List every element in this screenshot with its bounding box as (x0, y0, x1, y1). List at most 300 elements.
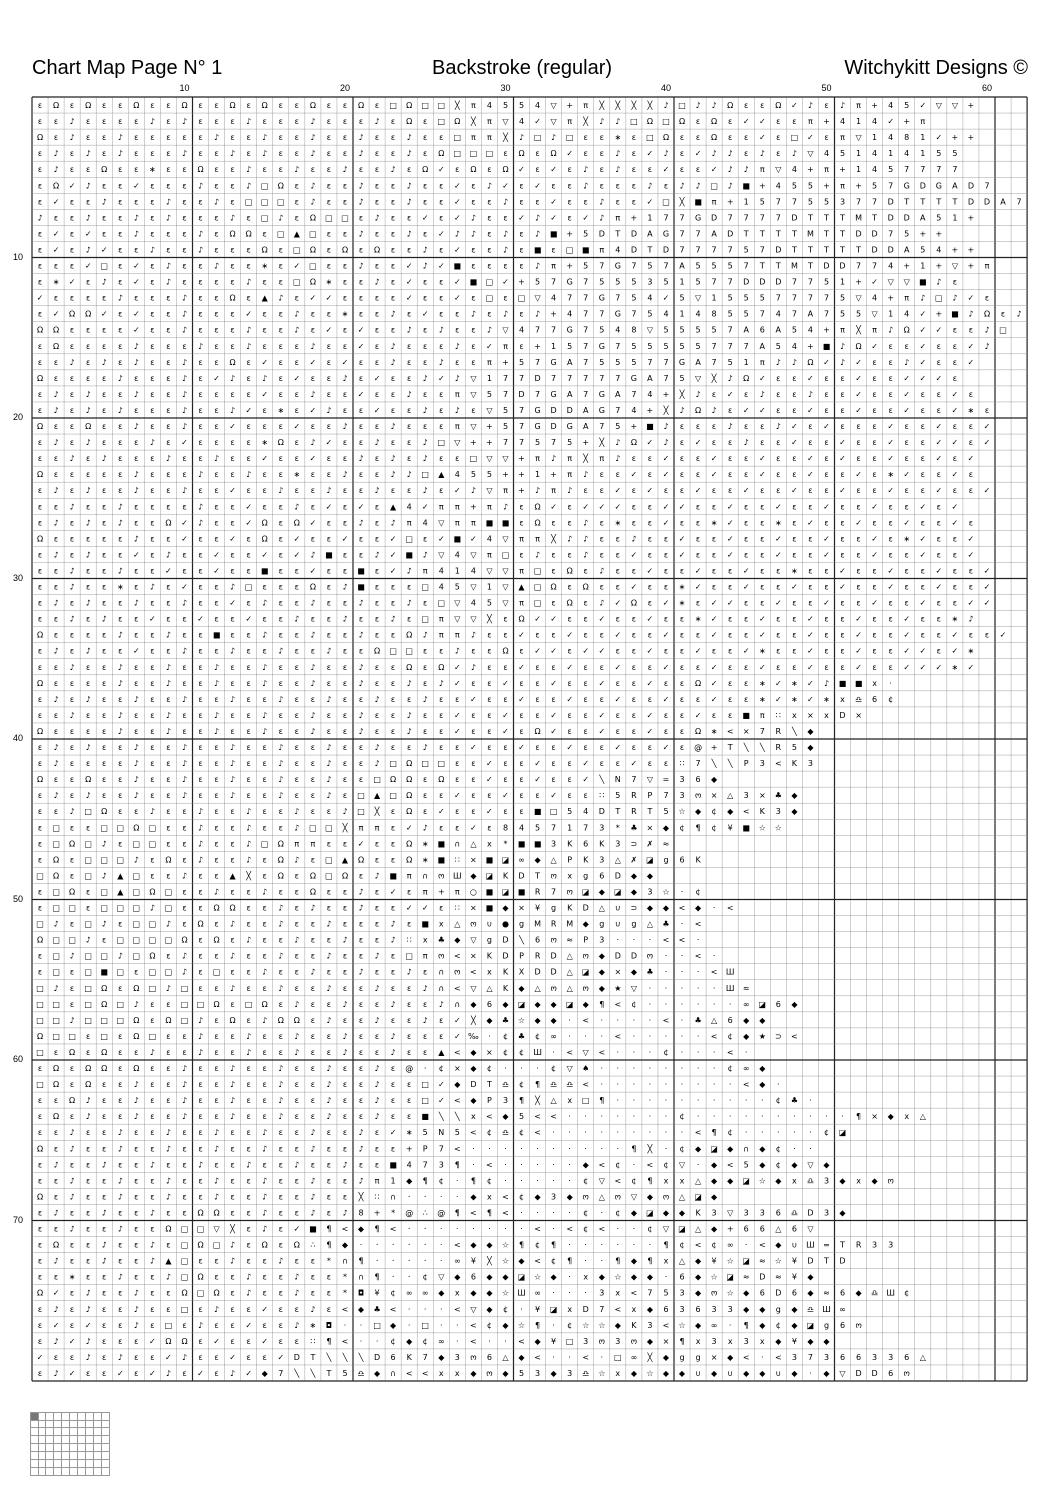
stitch-symbol: ε (263, 422, 267, 431)
stitch-symbol: π (904, 294, 909, 303)
stitch-symbol: 7 (856, 197, 861, 206)
stitch-symbol: M (534, 920, 541, 929)
stitch-symbol: ε (263, 871, 267, 880)
stitch-symbol: ε (230, 1048, 234, 1057)
stitch-symbol: ε (600, 165, 604, 174)
stitch-symbol: · (488, 1144, 491, 1153)
stitch-symbol: π (294, 839, 299, 848)
stitch-symbol: ε (86, 454, 90, 463)
stitch-symbol: 7 (631, 262, 636, 271)
stitch-symbol: · (617, 1112, 620, 1121)
stitch-symbol: ε (712, 534, 716, 543)
stitch-symbol: g (696, 1353, 701, 1362)
stitch-symbol: ε (295, 294, 299, 303)
stitch-symbol: · (889, 679, 892, 688)
stitch-symbol: Ω (69, 1048, 75, 1057)
stitch-symbol: ✓ (598, 647, 605, 656)
stitch-symbol: ε (118, 342, 122, 351)
stitch-symbol: ◆ (807, 1289, 814, 1298)
stitch-symbol: ✓ (807, 695, 814, 704)
stitch-symbol: K (631, 1321, 637, 1330)
stitch-symbol: ¢ (728, 1064, 733, 1073)
stitch-symbol: ♪ (262, 1192, 267, 1201)
stitch-symbol: Ω (69, 839, 75, 848)
stitch-symbol: ε (600, 663, 604, 672)
stitch-symbol: ε (311, 1112, 315, 1121)
stitch-symbol: ♪ (182, 149, 187, 158)
stitch-symbol: · (793, 1128, 796, 1137)
stitch-symbol: ε (247, 101, 251, 110)
stitch-symbol: ε (872, 422, 876, 431)
stitch-symbol: ε (648, 470, 652, 479)
stitch-symbol: · (713, 1080, 716, 1089)
stitch-symbol: ε (118, 1289, 122, 1298)
stitch-symbol: · (617, 1144, 620, 1153)
stitch-symbol: x (439, 1369, 444, 1378)
stitch-symbol: ◪ (694, 1192, 702, 1201)
stitch-symbol: · (617, 1128, 620, 1137)
stitch-symbol: □ (181, 1305, 189, 1314)
stitch-symbol: ε (407, 888, 411, 897)
stitch-symbol: ε (760, 599, 764, 608)
stitch-symbol: ¶ (679, 1337, 684, 1346)
stitch-symbol: 3 (455, 1353, 460, 1362)
stitch-symbol: Ω (374, 647, 380, 656)
stitch-symbol: ♪ (487, 181, 492, 190)
stitch-symbol: g (631, 920, 636, 929)
stitch-symbol: Ω (406, 101, 412, 110)
stitch-symbol: ╲ (293, 1368, 300, 1378)
stitch-symbol: ♪ (102, 1241, 107, 1250)
stitch-symbol: ♪ (182, 326, 187, 335)
stitch-symbol: ε (198, 599, 202, 608)
stitch-symbol: □ (52, 888, 60, 897)
stitch-symbol: ε (150, 1144, 154, 1153)
stitch-symbol: 7 (551, 438, 556, 447)
stitch-symbol: · (697, 936, 700, 945)
stitch-symbol: ε (86, 888, 90, 897)
stitch-symbol: ε (214, 406, 218, 415)
stitch-symbol: ▽ (470, 984, 477, 993)
stitch-symbol: ε (295, 1064, 299, 1073)
stitch-symbol: ✓ (598, 727, 605, 736)
stitch-symbol: ε (279, 165, 283, 174)
stitch-symbol: A (679, 262, 685, 271)
stitch-symbol: ■ (389, 1160, 397, 1169)
stitch-symbol: D (502, 952, 508, 961)
stitch-symbol: ε (118, 920, 122, 929)
stitch-symbol: ε (166, 1080, 170, 1089)
stitch-symbol: ✓ (502, 727, 509, 736)
stitch-symbol: ε (696, 133, 700, 142)
stitch-symbol: ε (214, 823, 218, 832)
stitch-symbol: × (454, 1064, 461, 1073)
stitch-symbol: ε (102, 342, 106, 351)
stitch-symbol: ε (311, 855, 315, 864)
stitch-symbol: ¥ (728, 823, 733, 832)
stitch-symbol: ♪ (358, 262, 363, 271)
stitch-symbol: ✓ (695, 438, 702, 447)
stitch-symbol: △ (711, 1016, 718, 1025)
stitch-symbol: ε (953, 567, 957, 576)
stitch-symbol: ε (182, 262, 186, 271)
stitch-symbol: 5 (792, 326, 797, 335)
stitch-symbol: ♪ (326, 984, 331, 993)
stitch-symbol: ✓ (855, 631, 862, 640)
stitch-symbol: ε (54, 1144, 58, 1153)
stitch-symbol: ε (263, 1160, 267, 1169)
stitch-symbol: ♪ (326, 1112, 331, 1121)
stitch-symbol: D (631, 246, 637, 255)
stitch-symbol: ε (38, 823, 42, 832)
stitch-symbol: 6 (840, 1289, 845, 1298)
stitch-symbol: ε (38, 855, 42, 864)
stitch-symbol: ♪ (696, 181, 701, 190)
stitch-symbol: ◆ (711, 1176, 718, 1185)
stitch-symbol: · (552, 1209, 555, 1218)
stitch-symbol: ☆ (727, 1257, 734, 1266)
stitch-symbol: π (439, 502, 444, 511)
stitch-symbol: ε (38, 550, 42, 559)
stitch-symbol: ε (70, 759, 74, 768)
stitch-symbol: ♪ (134, 534, 139, 543)
stitch-symbol: ✓ (855, 663, 862, 672)
stitch-symbol: ε (118, 695, 122, 704)
stitch-symbol: ✓ (791, 101, 798, 110)
stitch-symbol: ε (86, 1257, 90, 1266)
stitch-symbol: ♪ (214, 262, 219, 271)
stitch-symbol: □ (245, 197, 253, 206)
stitch-symbol: ε (102, 406, 106, 415)
stitch-symbol: ε (166, 438, 170, 447)
stitch-symbol: ∗ (903, 534, 910, 543)
stitch-symbol: ✓ (791, 438, 798, 447)
stitch-symbol: ✓ (695, 149, 702, 158)
stitch-symbol: ♪ (118, 1128, 123, 1137)
stitch-symbol: ♪ (54, 984, 59, 993)
stitch-symbol: ♪ (198, 855, 203, 864)
stitch-symbol: ◪ (582, 888, 590, 897)
stitch-symbol: ♪ (54, 920, 59, 929)
stitch-symbol: ε (551, 518, 555, 527)
stitch-symbol: 7 (872, 262, 877, 271)
stitch-symbol: ♪ (391, 615, 396, 624)
stitch-symbol: ♪ (375, 486, 380, 495)
stitch-symbol: ε (166, 246, 170, 255)
stitch-symbol: ε (327, 1144, 331, 1153)
stitch-symbol: ε (279, 631, 283, 640)
stitch-symbol: Ω (406, 855, 412, 864)
stitch-symbol: 1 (888, 149, 893, 158)
stitch-symbol: ♪ (358, 968, 363, 977)
stitch-symbol: ε (503, 213, 507, 222)
stitch-symbol: ∗ (791, 679, 798, 688)
stitch-symbol: ε (551, 743, 555, 752)
stitch-symbol: < (775, 1353, 782, 1362)
stitch-symbol: □ (421, 1321, 429, 1330)
stitch-symbol: ◆ (775, 1241, 782, 1250)
stitch-symbol: ≈ (743, 984, 750, 993)
stitch-symbol: ε (889, 358, 893, 367)
stitch-symbol: ▽ (663, 1225, 670, 1234)
stitch-symbol: ε (182, 807, 186, 816)
stitch-symbol: ε (263, 952, 267, 961)
stitch-symbol: ◆ (535, 1192, 542, 1201)
stitch-symbol: ✓ (952, 470, 959, 479)
stitch-symbol: ε (295, 1144, 299, 1153)
stitch-symbol: 5 (519, 358, 524, 367)
stitch-symbol: ε (776, 117, 780, 126)
stitch-symbol: g (487, 936, 492, 945)
stitch-symbol: ε (471, 759, 475, 768)
stitch-symbol: ✓ (598, 615, 605, 624)
stitch-symbol: ε (423, 711, 427, 720)
stitch-symbol: ε (519, 342, 523, 351)
stitch-symbol: □ (52, 952, 60, 961)
stitch-symbol: D (535, 374, 541, 383)
stitch-symbol: ε (664, 181, 668, 190)
stitch-symbol: ε (295, 727, 299, 736)
stitch-symbol: Ω (310, 888, 316, 897)
stitch-symbol: ♪ (70, 952, 75, 961)
stitch-symbol: 5 (696, 278, 701, 287)
stitch-symbol: ✓ (277, 1353, 284, 1362)
stitch-symbol: ε (728, 583, 732, 592)
stitch-symbol: ♪ (246, 1048, 251, 1057)
stitch-symbol: Ω (310, 583, 316, 592)
stitch-symbol: ε (359, 695, 363, 704)
stitch-symbol: Ω (775, 101, 781, 110)
stitch-symbol: ε (407, 486, 411, 495)
stitch-symbol: ♪ (86, 181, 91, 190)
stitch-symbol: ε (166, 294, 170, 303)
stitch-symbol: 7 (728, 213, 733, 222)
stitch-symbol: ✓ (984, 583, 991, 592)
stitch-symbol: ε (166, 823, 170, 832)
stitch-symbol: ✓ (502, 791, 509, 800)
stitch-symbol: ♪ (134, 1112, 139, 1121)
stitch-symbol: ✓ (984, 486, 991, 495)
stitch-symbol: ε (391, 133, 395, 142)
stitch-symbol: ε (230, 470, 234, 479)
stitch-symbol: ε (134, 438, 138, 447)
stitch-symbol: ε (86, 326, 90, 335)
stitch-symbol: ε (728, 663, 732, 672)
stitch-symbol: ε (439, 695, 443, 704)
stitch-symbol: ε (856, 438, 860, 447)
stitch-symbol: ♪ (599, 567, 604, 576)
stitch-symbol: ♪ (455, 406, 460, 415)
stitch-symbol: ε (102, 663, 106, 672)
stitch-symbol: K (503, 871, 509, 880)
stitch-symbol: A (1000, 197, 1006, 206)
stitch-symbol: ◆ (470, 1048, 477, 1057)
stitch-symbol: ε (150, 534, 154, 543)
stitch-symbol: ▽ (631, 984, 638, 993)
stitch-symbol: ε (150, 1064, 154, 1073)
stitch-symbol: 5 (342, 1369, 347, 1378)
stitch-symbol: ε (198, 936, 202, 945)
stitch-symbol: ¶ (856, 1112, 861, 1121)
stitch-symbol: ε (166, 486, 170, 495)
stitch-symbol: ε (423, 390, 427, 399)
stitch-symbol: ♪ (86, 550, 91, 559)
stitch-symbol: ო (855, 1321, 861, 1330)
stitch-symbol: 7 (519, 406, 524, 415)
stitch-symbol: ε (54, 1353, 58, 1362)
stitch-symbol: T (871, 213, 877, 222)
stitch-symbol: 7 (535, 326, 540, 335)
stitch-symbol: ε (375, 888, 379, 897)
stitch-symbol: ε (134, 631, 138, 640)
stitch-symbol: ε (198, 326, 202, 335)
stitch-symbol: ε (439, 454, 443, 463)
thumbnail-cell (46, 1444, 54, 1452)
stitch-symbol: ♪ (294, 855, 299, 864)
stitch-symbol: Ω (230, 229, 236, 238)
stitch-symbol: ε (118, 1032, 122, 1041)
stitch-symbol: π (567, 454, 572, 463)
stitch-symbol: ε (134, 567, 138, 576)
stitch-symbol: ♪ (54, 647, 59, 656)
stitch-symbol: ε (295, 775, 299, 784)
stitch-symbol: ε (150, 422, 154, 431)
stitch-symbol: ¶ (423, 1176, 428, 1185)
stitch-symbol: · (520, 1176, 523, 1185)
stitch-symbol: · (697, 1064, 700, 1073)
stitch-symbol: ε (423, 133, 427, 142)
stitch-symbol: ♪ (599, 213, 604, 222)
stitch-symbol: ♪ (342, 422, 347, 431)
stitch-symbol: ∗ (326, 278, 333, 287)
stitch-symbol: ♪ (182, 599, 187, 608)
stitch-symbol: π (471, 133, 476, 142)
stitch-symbol: Ω (454, 117, 460, 126)
stitch-symbol: ε (327, 422, 331, 431)
stitch-symbol: · (360, 1321, 363, 1330)
stitch-symbol: ε (680, 663, 684, 672)
stitch-symbol: □ (293, 246, 301, 255)
stitch-symbol: Ω (310, 871, 316, 880)
stitch-symbol: ε (568, 791, 572, 800)
thumbnail-cell (86, 1468, 94, 1476)
stitch-symbol: π (423, 567, 428, 576)
stitch-symbol: ε (760, 518, 764, 527)
stitch-symbol: G (679, 358, 685, 367)
stitch-symbol: ε (905, 342, 909, 351)
stitch-symbol: ♪ (326, 791, 331, 800)
stitch-symbol: ¶ (326, 1225, 331, 1234)
stitch-symbol: ε (182, 1160, 186, 1169)
stitch-symbol: ε (680, 615, 684, 624)
stitch-symbol: ε (343, 406, 347, 415)
stitch-symbol: 5 (631, 358, 636, 367)
stitch-symbol: ✓ (149, 1369, 156, 1378)
stitch-symbol: ε (230, 727, 234, 736)
stitch-symbol: ε (102, 759, 106, 768)
stitch-symbol: ε (712, 711, 716, 720)
stitch-symbol: ✓ (887, 117, 894, 126)
stitch-symbol: ¶ (615, 1257, 620, 1266)
stitch-symbol: ♪ (230, 952, 235, 961)
stitch-symbol: ε (214, 422, 218, 431)
stitch-symbol: T (823, 229, 829, 238)
stitch-symbol: ◆ (823, 1337, 830, 1346)
stitch-symbol: ♪ (54, 1305, 59, 1314)
stitch-symbol: T (614, 229, 620, 238)
stitch-symbol: ♪ (423, 743, 428, 752)
stitch-symbol: ε (134, 663, 138, 672)
stitch-symbol: ♪ (375, 759, 380, 768)
stitch-symbol: ◆ (631, 1273, 638, 1282)
stitch-symbol: ◆ (599, 888, 606, 897)
stitch-symbol: ε (150, 406, 154, 415)
stitch-symbol: x (664, 1257, 669, 1266)
stitch-symbol: ▽ (486, 486, 493, 495)
stitch-symbol: □ (357, 791, 365, 800)
stitch-symbol: ε (295, 791, 299, 800)
stitch-symbol: ♪ (134, 1305, 139, 1314)
stitch-symbol: ¢ (503, 1048, 508, 1057)
stitch-symbol: ♪ (407, 133, 412, 142)
stitch-symbol: D (470, 1080, 476, 1089)
stitch-symbol: ◆ (727, 1144, 734, 1153)
stitch-symbol: ε (279, 1128, 283, 1137)
stitch-symbol: ∗ (711, 727, 718, 736)
stitch-symbol: ε (70, 968, 74, 977)
stitch-symbol: □ (421, 1080, 429, 1089)
stitch-symbol: ε (503, 807, 507, 816)
stitch-symbol: ♪ (391, 1048, 396, 1057)
stitch-symbol: ε (279, 358, 283, 367)
stitch-symbol: 5 (696, 262, 701, 271)
stitch-symbol: ♪ (984, 342, 989, 351)
stitch-symbol: R (535, 888, 541, 897)
stitch-symbol: ε (150, 262, 154, 271)
stitch-symbol: ε (263, 1321, 267, 1330)
stitch-symbol: ¢ (631, 1176, 636, 1185)
stitch-symbol: P (583, 936, 588, 945)
stitch-symbol: ✓ (326, 326, 333, 335)
stitch-symbol: ε (214, 1160, 218, 1169)
stitch-symbol: ε (230, 181, 234, 190)
stitch-symbol: · (424, 1241, 427, 1250)
stitch-symbol: □ (678, 101, 686, 110)
stitch-symbol: ♪ (134, 422, 139, 431)
stitch-symbol: x (487, 968, 492, 977)
stitch-symbol: ε (343, 711, 347, 720)
stitch-symbol: 4 (647, 294, 652, 303)
stitch-symbol: 5 (535, 823, 540, 832)
stitch-symbol: ε (214, 695, 218, 704)
stitch-symbol: ✓ (454, 727, 461, 736)
stitch-symbol: A (743, 326, 749, 335)
stitch-symbol: ♪ (230, 1064, 235, 1073)
stitch-symbol: ε (311, 920, 315, 929)
stitch-symbol: ✓ (181, 534, 188, 543)
stitch-symbol: ε (889, 502, 893, 511)
stitch-symbol: ♪ (391, 1032, 396, 1041)
stitch-symbol: 3 (615, 839, 620, 848)
stitch-symbol: 7 (599, 422, 604, 431)
stitch-symbol: ✓ (935, 454, 942, 463)
stitch-symbol: ╳ (534, 1095, 541, 1105)
stitch-symbol: ε (70, 406, 74, 415)
stitch-symbol: ε (247, 213, 251, 222)
stitch-symbol: ε (744, 454, 748, 463)
stitch-symbol: · (504, 1176, 507, 1185)
stitch-symbol: ε (439, 711, 443, 720)
